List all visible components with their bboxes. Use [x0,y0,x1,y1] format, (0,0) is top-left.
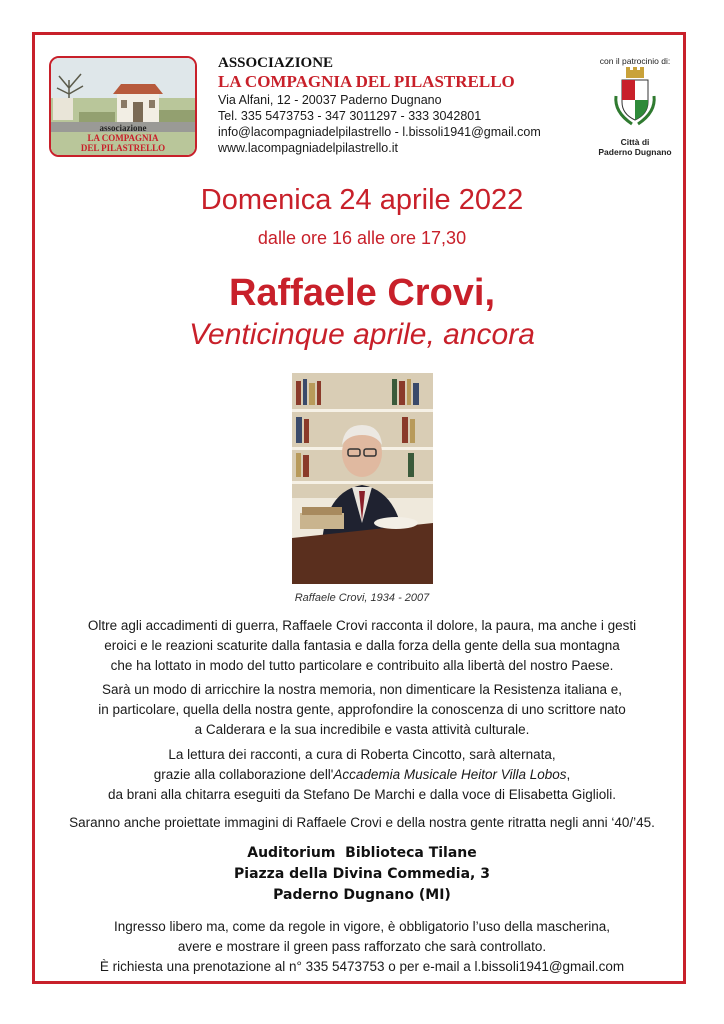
line-2-comma: , [566,767,571,782]
patronage-block [590,56,680,157]
paragraph-3-line-3: da brani alla chitarra eseguiti da Stefano De Marchi e dalla voce di Elisabetta Giglioli. [107,787,617,802]
patronage-label: con il patrocinio di: [599,56,671,66]
org-name-line-2: LA COMPAGNIA DEL PILASTRELLO [218,72,515,91]
paragraph-3-line-2 [60,765,664,785]
patron-city-line-2: Paderno Dugnano [598,147,672,157]
paragraph-1-line: che ha lottato in modo del tutto particolare e contribuito alla libertà del nostro Paese. [110,658,614,673]
line-2-text: grazie alla collaborazione dell' [153,767,334,782]
paragraph-2-line: a Calderara e la sua incredibile e vasta attività culturale. [194,722,530,737]
footer-notes [50,917,674,977]
logo-text [51,123,195,153]
coat-of-arms-icon [610,66,660,132]
patron-city-line-1: Città di [620,137,650,147]
venue-city: Paderno Dugnano (MI) [273,887,451,903]
footer-line: È richiesta una prenotazione al n° 335 5473753 o per e-mail a l.bissoli1941@gmail.com [99,959,625,974]
org-name-line-1: ASSOCIAZIONE [218,55,334,71]
event-time: dalle ore 16 alle ore 17,30 [257,228,467,248]
logo-line-3: DEL PILASTRELLO [80,143,166,153]
academy-name: Accademia Musicale Heitor Villa Lobos [333,767,567,782]
association-logo [49,56,197,157]
logo-line-1: associazione [99,123,147,133]
venue-name: Auditorium Biblioteca Tilane [247,845,477,861]
email-addresses: info@lacompagniadelpilastrello - l.bissoli1941@gmail.com [218,125,541,139]
footer-line: Ingresso libero ma, come da regole in vigore, è obbligatorio l’uso della mascherina, [113,919,611,934]
paragraph-3-line-1: La lettura dei racconti, a cura di Roberta Cincotto, sarà alternata, [168,747,556,762]
website: www.lacompagniadelpilastrello.it [218,141,398,155]
event-title: Venticinque aprile, ancora [189,318,535,351]
photo-caption: Raffaele Crovi, 1934 - 2007 [294,592,430,604]
paragraph-3 [60,745,664,805]
author-photo [292,373,433,584]
phone-numbers: Tel. 335 5473753 - 347 3011297 - 333 3042801 [218,109,482,123]
venue-street: Piazza della Divina Commedia, 3 [234,866,490,882]
paragraph-1-line: Oltre agli accadimenti di guerra, Raffaele Crovi racconta il dolore, la paura, ma anche i gesti [87,618,637,633]
author-name: Raffaele Crovi, [228,272,496,314]
paragraph-2 [60,680,664,740]
address: Via Alfani, 12 - 20037 Paderno Dugnano [218,93,442,107]
association-header [218,54,578,156]
paragraph-1 [60,616,664,676]
paragraph-2-line: Sarà un modo di arricchire la nostra memoria, non dimenticare la Resistenza italiana e, [101,682,622,697]
paragraph-4: Saranno anche proiettate immagini di Raffaele Crovi e della nostra gente ritratta negli anni ‘40/’45. [69,815,655,830]
paragraph-2-line: in particolare, quella della nostra gente, approfondire la conoscenza di uno scrittore nato [98,702,626,717]
paragraph-1-line: eroici e le reazioni scaturite dalla fantasia e dalla forza della gente della sua montagna [104,638,620,653]
footer-line: avere e mostrare il green pass rafforzato che sarà controllato. [177,939,547,954]
event-date: Domenica 24 aprile 2022 [200,184,524,216]
logo-line-2: LA COMPAGNIA [87,133,159,143]
venue-block [0,843,724,906]
